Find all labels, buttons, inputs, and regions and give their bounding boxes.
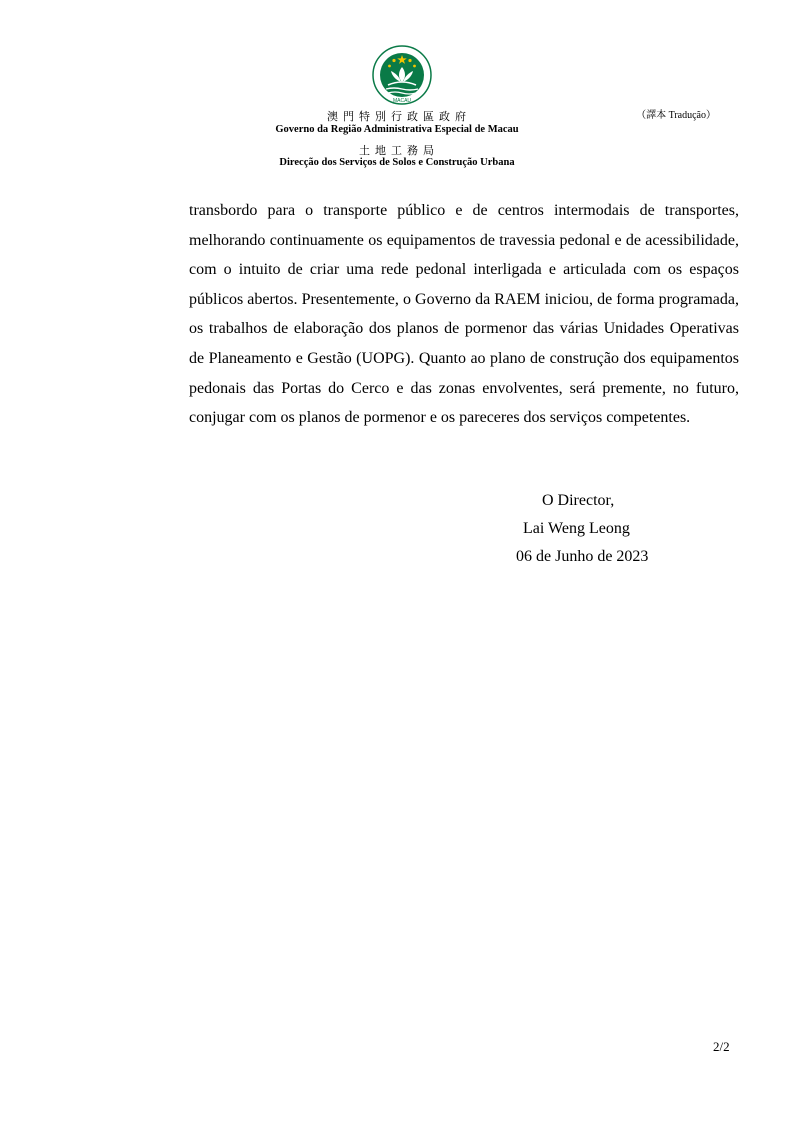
department-name-portuguese: Direcção dos Serviços de Solos e Construção Urbana [279, 157, 515, 168]
department-name-chinese: 土地工務局 [359, 145, 439, 157]
government-name-chinese: 澳門特別行政區政府 [327, 111, 471, 123]
signatory-name: Lai Weng Leong [523, 520, 630, 537]
emblem-text: MACAU [392, 98, 412, 104]
government-name-portuguese: Governo da Região Administrativa Especial de Macau [275, 124, 519, 135]
body-paragraph: transbordo para o transporte público e de centros intermodais de transportes, melhorando continuamente os equipamentos de travessia pedonal e de acessibilidade, com o intuito de criar uma rede pedonal interligada e articulada com os espaços públicos abertos. Presentemente, o Governo da RAEM iniciou, de forma programada, os trabalhos de elaboração dos planos de pormenor das várias Unidades Operativas de Planeamento e Gestão (UOPG). Quanto ao plano de construção dos equipamentos pedonais das Portas do Cerco e das zonas envolventes, será premente, no futuro, conjugar com os planos de pormenor e os pareceres dos serviços competentes. [189, 202, 739, 427]
translation-note: （譯本 Tradução） [636, 110, 716, 121]
page-number: 2/2 [713, 1039, 730, 1054]
macau-emblem-icon [372, 45, 432, 105]
signatory-title: O Director, [542, 492, 615, 509]
document-date: 06 de Junho de 2023 [516, 548, 649, 565]
